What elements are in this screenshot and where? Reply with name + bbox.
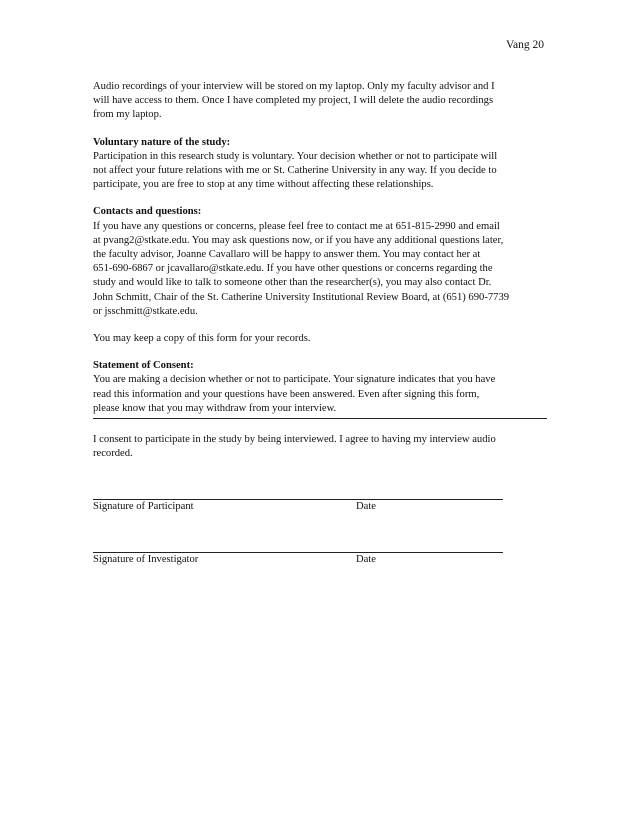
contacts-line: If you have any questions or concerns, please feel free to contact me at 651-815-2990 and email (93, 220, 500, 232)
contacts-line: 651-690-6867 or jcavallaro@stkate.edu. If you have other questions or concerns regarding the (93, 263, 493, 275)
consent-section (93, 359, 548, 416)
agreement-line: recorded. (93, 448, 133, 460)
investigator-signature-block (93, 552, 548, 567)
participant-signature-block (93, 499, 548, 514)
investigator-signature-label: Signature of Investigator (93, 554, 199, 566)
consent-line: read this information and your questions have been answered. Even after signing this form, (93, 388, 480, 400)
intro-paragraph (93, 80, 548, 123)
agreement-paragraph (93, 433, 548, 461)
copy-note: You may keep a copy of this form for your records. (93, 333, 311, 345)
voluntary-line: Participation in this research study is voluntary. Your decision whether or not to participate will (93, 150, 498, 162)
voluntary-heading: Voluntary nature of the study: (93, 136, 231, 148)
consent-line: please know that you may withdraw from your interview. (93, 402, 337, 414)
contacts-section (93, 205, 548, 319)
investigator-date-label: Date (356, 554, 376, 566)
participant-date-label: Date (356, 501, 376, 513)
intro-line: Audio recordings of your interview will be stored on my laptop. Only my faculty advisor and I (93, 81, 495, 92)
divider (93, 418, 547, 419)
intro-line: will have access to them. Once I have completed my project, I will delete the audio recordings (93, 95, 494, 107)
contacts-line: the faculty advisor, Joanne Cavallaro will be happy to answer them. You may contact her at (93, 249, 481, 261)
document-body (93, 80, 548, 567)
page-number: Vang 20 (505, 39, 544, 51)
contacts-line: at pvang2@stkate.edu. You may ask questions now, or if you have any additional questions later, (93, 234, 504, 246)
contacts-line: or jsschmitt@stkate.edu. (93, 305, 198, 317)
consent-heading: Statement of Consent: (93, 360, 194, 372)
participant-signature-label: Signature of Participant (93, 501, 194, 513)
intro-line: from my laptop. (93, 109, 162, 121)
voluntary-section (93, 136, 548, 193)
contacts-line: study and would like to talk to someone other than the researcher(s), you may also contact Dr. (93, 277, 492, 289)
contacts-line: John Schmitt, Chair of the St. Catherine University Institutional Review Board, at (651) 690-7739 (93, 291, 510, 303)
contacts-heading: Contacts and questions: (93, 206, 202, 218)
voluntary-line: not affect your future relations with me or St. Catherine University in any way. If you decide to (93, 165, 497, 177)
consent-line: You are making a decision whether or not to participate. Your signature indicates that you have (93, 374, 496, 386)
voluntary-line: participate, you are free to stop at any time without affecting these relationships. (93, 179, 434, 191)
agreement-line: I consent to participate in the study by being interviewed. I agree to having my interview audio (93, 434, 496, 446)
